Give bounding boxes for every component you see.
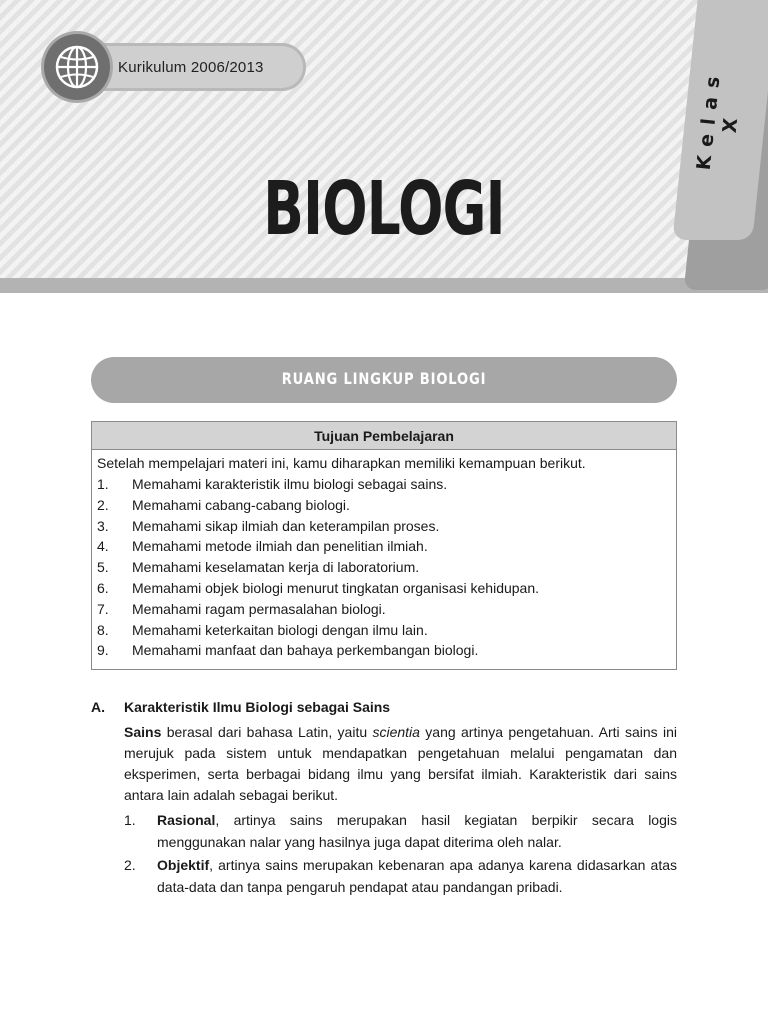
list-item-text: Memahami cabang-cabang biologi.: [132, 496, 350, 513]
list-item-number: 9.: [97, 642, 109, 659]
list-item-number: 4.: [97, 538, 109, 555]
list-item: [97, 640, 539, 661]
list-item: [97, 516, 539, 537]
list-item: [97, 536, 539, 557]
list-item-text: Memahami keselamatan kerja di laboratorium.: [132, 559, 420, 576]
objectives-heading: Tujuan Pembelajaran: [92, 422, 676, 450]
characteristic-body: [157, 809, 677, 853]
chapter-banner: [91, 357, 677, 403]
objectives-list: [97, 474, 539, 661]
list-item: [97, 495, 539, 516]
list-item-text: Memahami keterkaitan biologi dengan ilmu lain.: [132, 621, 428, 638]
list-item-text: Memahami ragam permasalahan biologi.: [132, 600, 386, 617]
characteristic-term: Objektif: [157, 857, 210, 873]
characteristic-number: 1.: [124, 812, 136, 828]
characteristic-text: , artinya sains merupakan kebenaran apa adanya karena didasarkan atas data-data dan tanpa pengaruh pendapat atau pandangan pribadi.: [157, 857, 677, 895]
chapter-banner-label: RUANG LINGKUP BIOLOGI: [281, 369, 487, 388]
list-item-text: Memahami objek biologi menurut tingkatan organisasi kehidupan.: [132, 579, 540, 596]
characteristic-number: 2.: [124, 857, 136, 873]
paragraph-text-1: berasal dari bahasa Latin, yaitu: [161, 724, 373, 740]
page-title: BIOLOGI: [263, 166, 505, 252]
term-scientia: scientia: [372, 724, 420, 740]
list-item: [97, 557, 539, 578]
list-item-text: Memahami karakteristik ilmu biologi sebagai sains.: [132, 476, 448, 492]
list-item: [97, 474, 539, 495]
list-item: [97, 599, 539, 620]
list-item-number: 5.: [97, 559, 109, 576]
list-item-number: 3.: [97, 517, 109, 534]
paragraph-text-2: yang artinya pengetahuan. Arti sains ini merujuk pada sistem untuk mendapatkan pengetahuan melalui pengamatan dan eksperimen, serta berbagai bidang ilmu yang bersifat ilmiah. Karakteristik dari sains antara lain adalah sebagai berikut.: [124, 724, 677, 803]
list-item-number: 7.: [97, 600, 109, 617]
curriculum-label: Kurikulum 2006/2013: [118, 59, 264, 76]
objectives-box: [91, 421, 677, 670]
section-letter: A.: [91, 699, 105, 715]
list-item-number: 6.: [97, 579, 109, 596]
list-item-text: Memahami sikap ilmiah dan keterampilan proses.: [132, 517, 440, 534]
section-title: Karakteristik Ilmu Biologi sebagai Sains: [124, 699, 391, 715]
header-divider-bar: [0, 278, 768, 293]
list-item-text: Memahami manfaat dan bahaya perkembangan biologi.: [132, 642, 479, 659]
characteristic-body: [157, 854, 677, 898]
objectives-intro: Setelah mempelajari materi ini, kamu diharapkan memiliki kemampuan berikut.: [97, 455, 586, 471]
class-tab-label: Kelas X: [692, 66, 744, 172]
list-item-text: Memahami metode ilmiah dan penelitian ilmiah.: [132, 538, 428, 555]
characteristic-text: , artinya sains merupakan hasil kegiatan berpikir secara logis menggunakan nalar yang hasilnya juga dapat diterima oleh nalar.: [157, 812, 677, 850]
globe-icon: [44, 34, 110, 100]
section-paragraph: [124, 722, 677, 806]
list-item-number: 2.: [97, 496, 109, 513]
list-item-number: 8.: [97, 621, 109, 638]
list-item: [97, 620, 539, 641]
characteristic-term: Rasional: [157, 812, 216, 828]
list-item: [97, 578, 539, 599]
term-sains: Sains: [124, 724, 162, 740]
list-item-number: 1.: [97, 476, 109, 492]
